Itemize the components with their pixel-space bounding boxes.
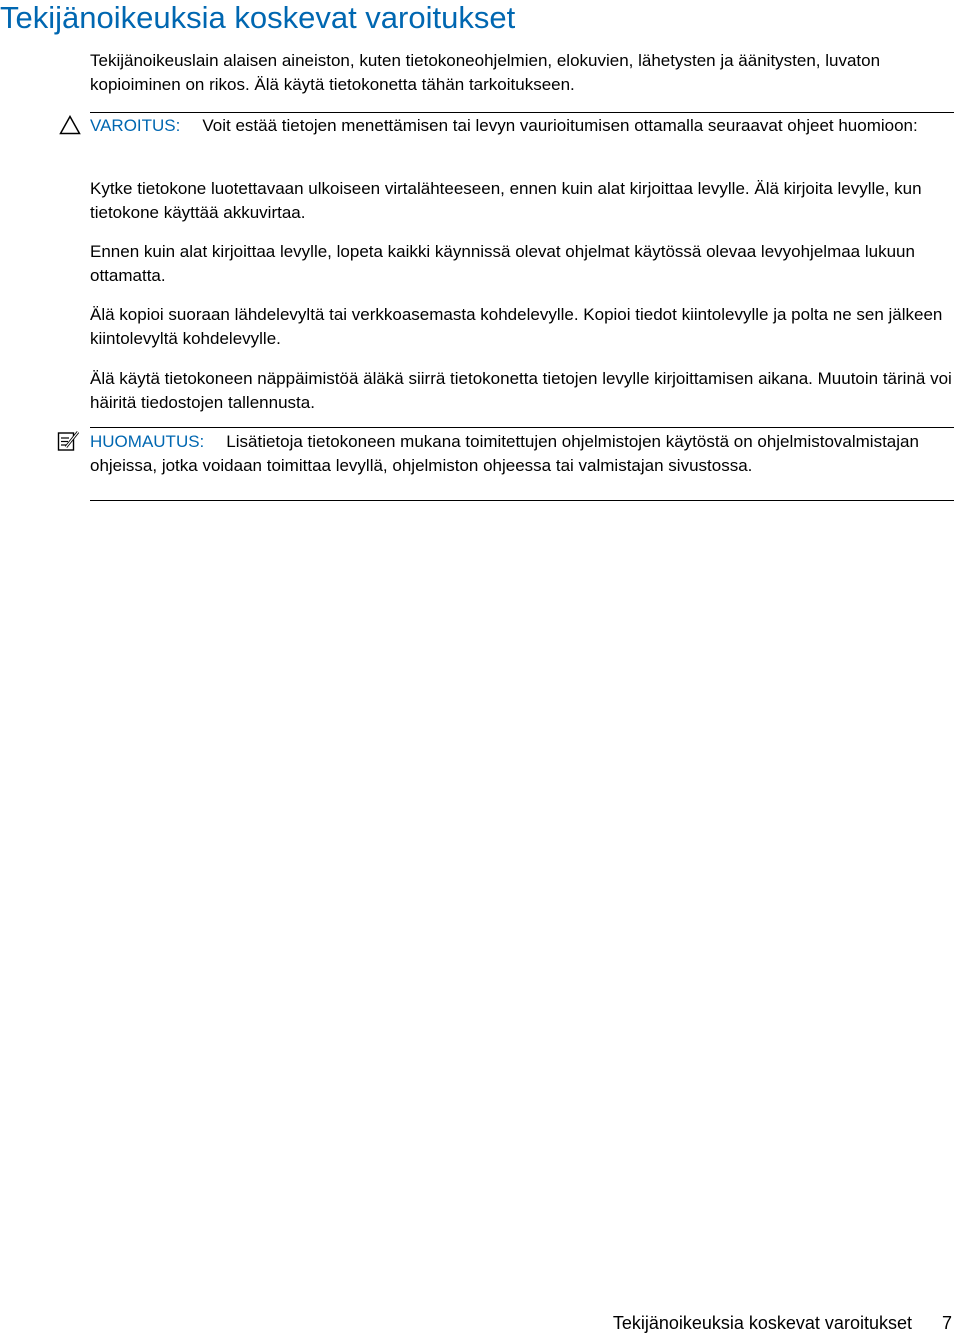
warning-callout — [90, 114, 956, 138]
warning-item: Älä kopioi suoraan lähdelevyltä tai verkkoasemasta kohdelevylle. Kopioi tiedot kiintolevylle ja polta ne sen jälkeen kiintolevyltä kohdelevylle. — [90, 305, 943, 348]
note-top-rule — [90, 427, 954, 428]
note-pencil-icon — [57, 430, 81, 452]
page-title: Tekijänoikeuksia koskevat varoitukset — [0, 0, 516, 35]
caution-triangle-icon — [59, 115, 81, 135]
footer-section-title: Tekijänoikeuksia koskevat varoitukset — [612, 1313, 912, 1333]
note-label: HUOMAUTUS: — [90, 432, 205, 451]
note-text: Lisätietoja tietokoneen mukana toimitettujen ohjelmistojen käytöstä on ohjelmistovalmistajan ohjeissa, jotka voidaan toimittaa levyllä, ohjelmiston ohjeessa tai valmistajan sivustossa. — [90, 432, 919, 475]
page-number: 7 — [941, 1313, 952, 1333]
warning-item: Kytke tietokone luotettavaan ulkoiseen virtalähteeseen, ennen kuin alat kirjoittaa levylle. Älä kirjoita levylle, kun tietokone käyttää akkuvirtaa. — [90, 179, 922, 222]
warning-item: Älä käytä tietokoneen näppäimistöä äläkä siirrä tietokonetta tietojen levylle kirjoittamisen aikana. Muutoin tärinä voi häiritä tiedostojen tallennusta. — [90, 369, 952, 412]
note-bottom-rule — [90, 500, 954, 501]
page-footer — [613, 1311, 952, 1335]
warning-label: VAROITUS: — [90, 116, 181, 135]
intro-paragraph: Tekijänoikeuslain alaisen aineiston, kuten tietokoneohjelmien, elokuvien, lähetysten ja äänitysten, luvaton kopioiminen on rikos. Älä käytä tietokonetta tähän tarkoitukseen. — [90, 51, 881, 94]
warning-text: Voit estää tietojen menettämisen tai levyn vaurioitumisen ottamalla seuraavat ohjeet huomioon: — [202, 116, 918, 135]
note-callout — [90, 430, 956, 477]
warning-item: Ennen kuin alat kirjoittaa levylle, lopeta kaikki käynnissä olevat ohjelmat käytössä olevaa levyohjelmaa lukuun ottamatta. — [90, 242, 915, 285]
warning-top-rule — [90, 112, 954, 113]
